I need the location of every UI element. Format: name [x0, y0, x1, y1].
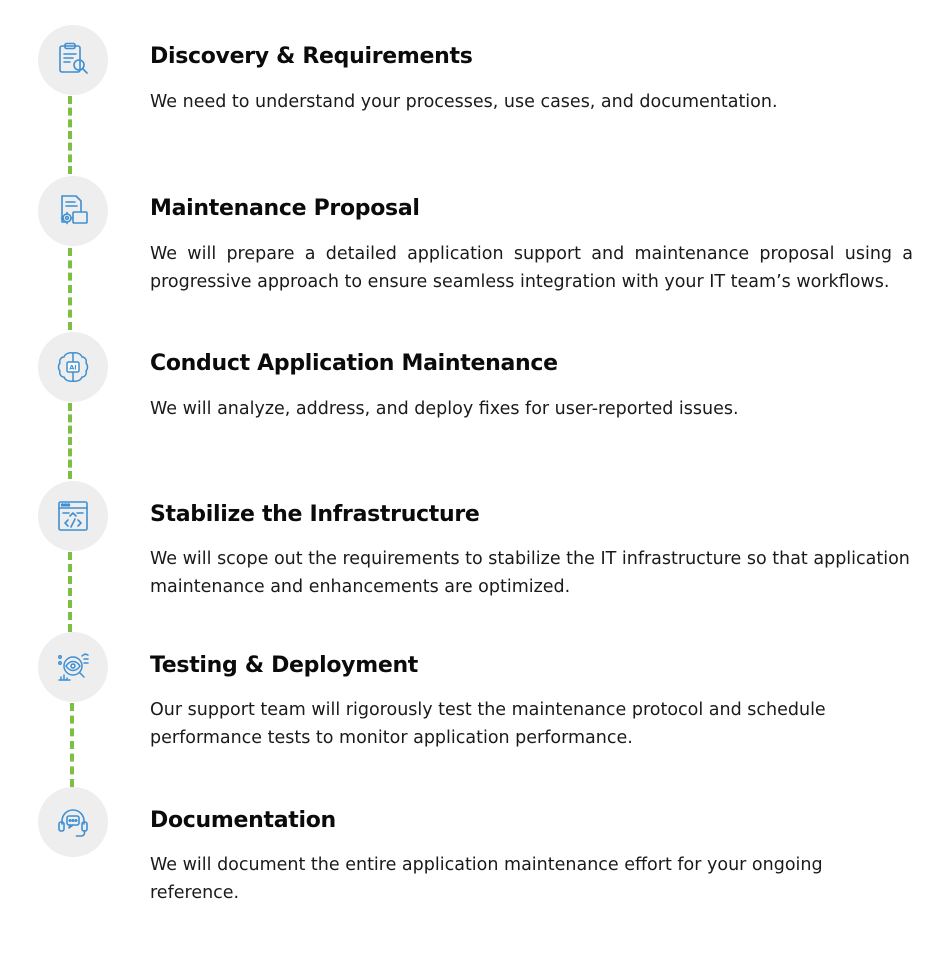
- step-description: We will scope out the requirements to stabilize the IT infrastructure so that application maintenance and enhancements are optimized.: [150, 549, 910, 597]
- step-title: Discovery & Requirements: [150, 44, 473, 69]
- step-description: We need to understand your processes, use cases, and documentation.: [150, 92, 778, 112]
- step-title: Maintenance Proposal: [150, 196, 420, 221]
- timeline-connector: [68, 248, 72, 330]
- timeline-connector: [68, 552, 72, 632]
- document-settings-icon: [38, 176, 108, 246]
- step-description: We will prepare a detailed application support and maintenance proposal using a progressive approach to ensure seamless integration with your IT team’s workflows.: [150, 244, 913, 292]
- step-description: We will document the entire application maintenance effort for your ongoing reference.: [150, 855, 823, 903]
- ai-brain-icon: [38, 332, 108, 402]
- step-description: Our support team will rigorously test the maintenance protocol and schedule performance tests to monitor application performance.: [150, 700, 826, 748]
- step-title: Documentation: [150, 808, 336, 833]
- step-description: We will analyze, address, and deploy fixes for user-reported issues.: [150, 399, 739, 419]
- step-title: Testing & Deployment: [150, 653, 419, 678]
- clipboard-search-icon: [38, 25, 108, 95]
- headset-support-icon: [38, 787, 108, 857]
- timeline-connector: [68, 96, 72, 174]
- step-title: Stabilize the Infrastructure: [150, 502, 480, 527]
- eye-analytics-icon: [38, 632, 108, 702]
- timeline-connector: [68, 403, 72, 479]
- step-title: Conduct Application Maintenance: [150, 351, 558, 376]
- code-window-icon: [38, 481, 108, 551]
- timeline-connector: [70, 703, 74, 787]
- svg-text:AI: AI: [69, 363, 77, 372]
